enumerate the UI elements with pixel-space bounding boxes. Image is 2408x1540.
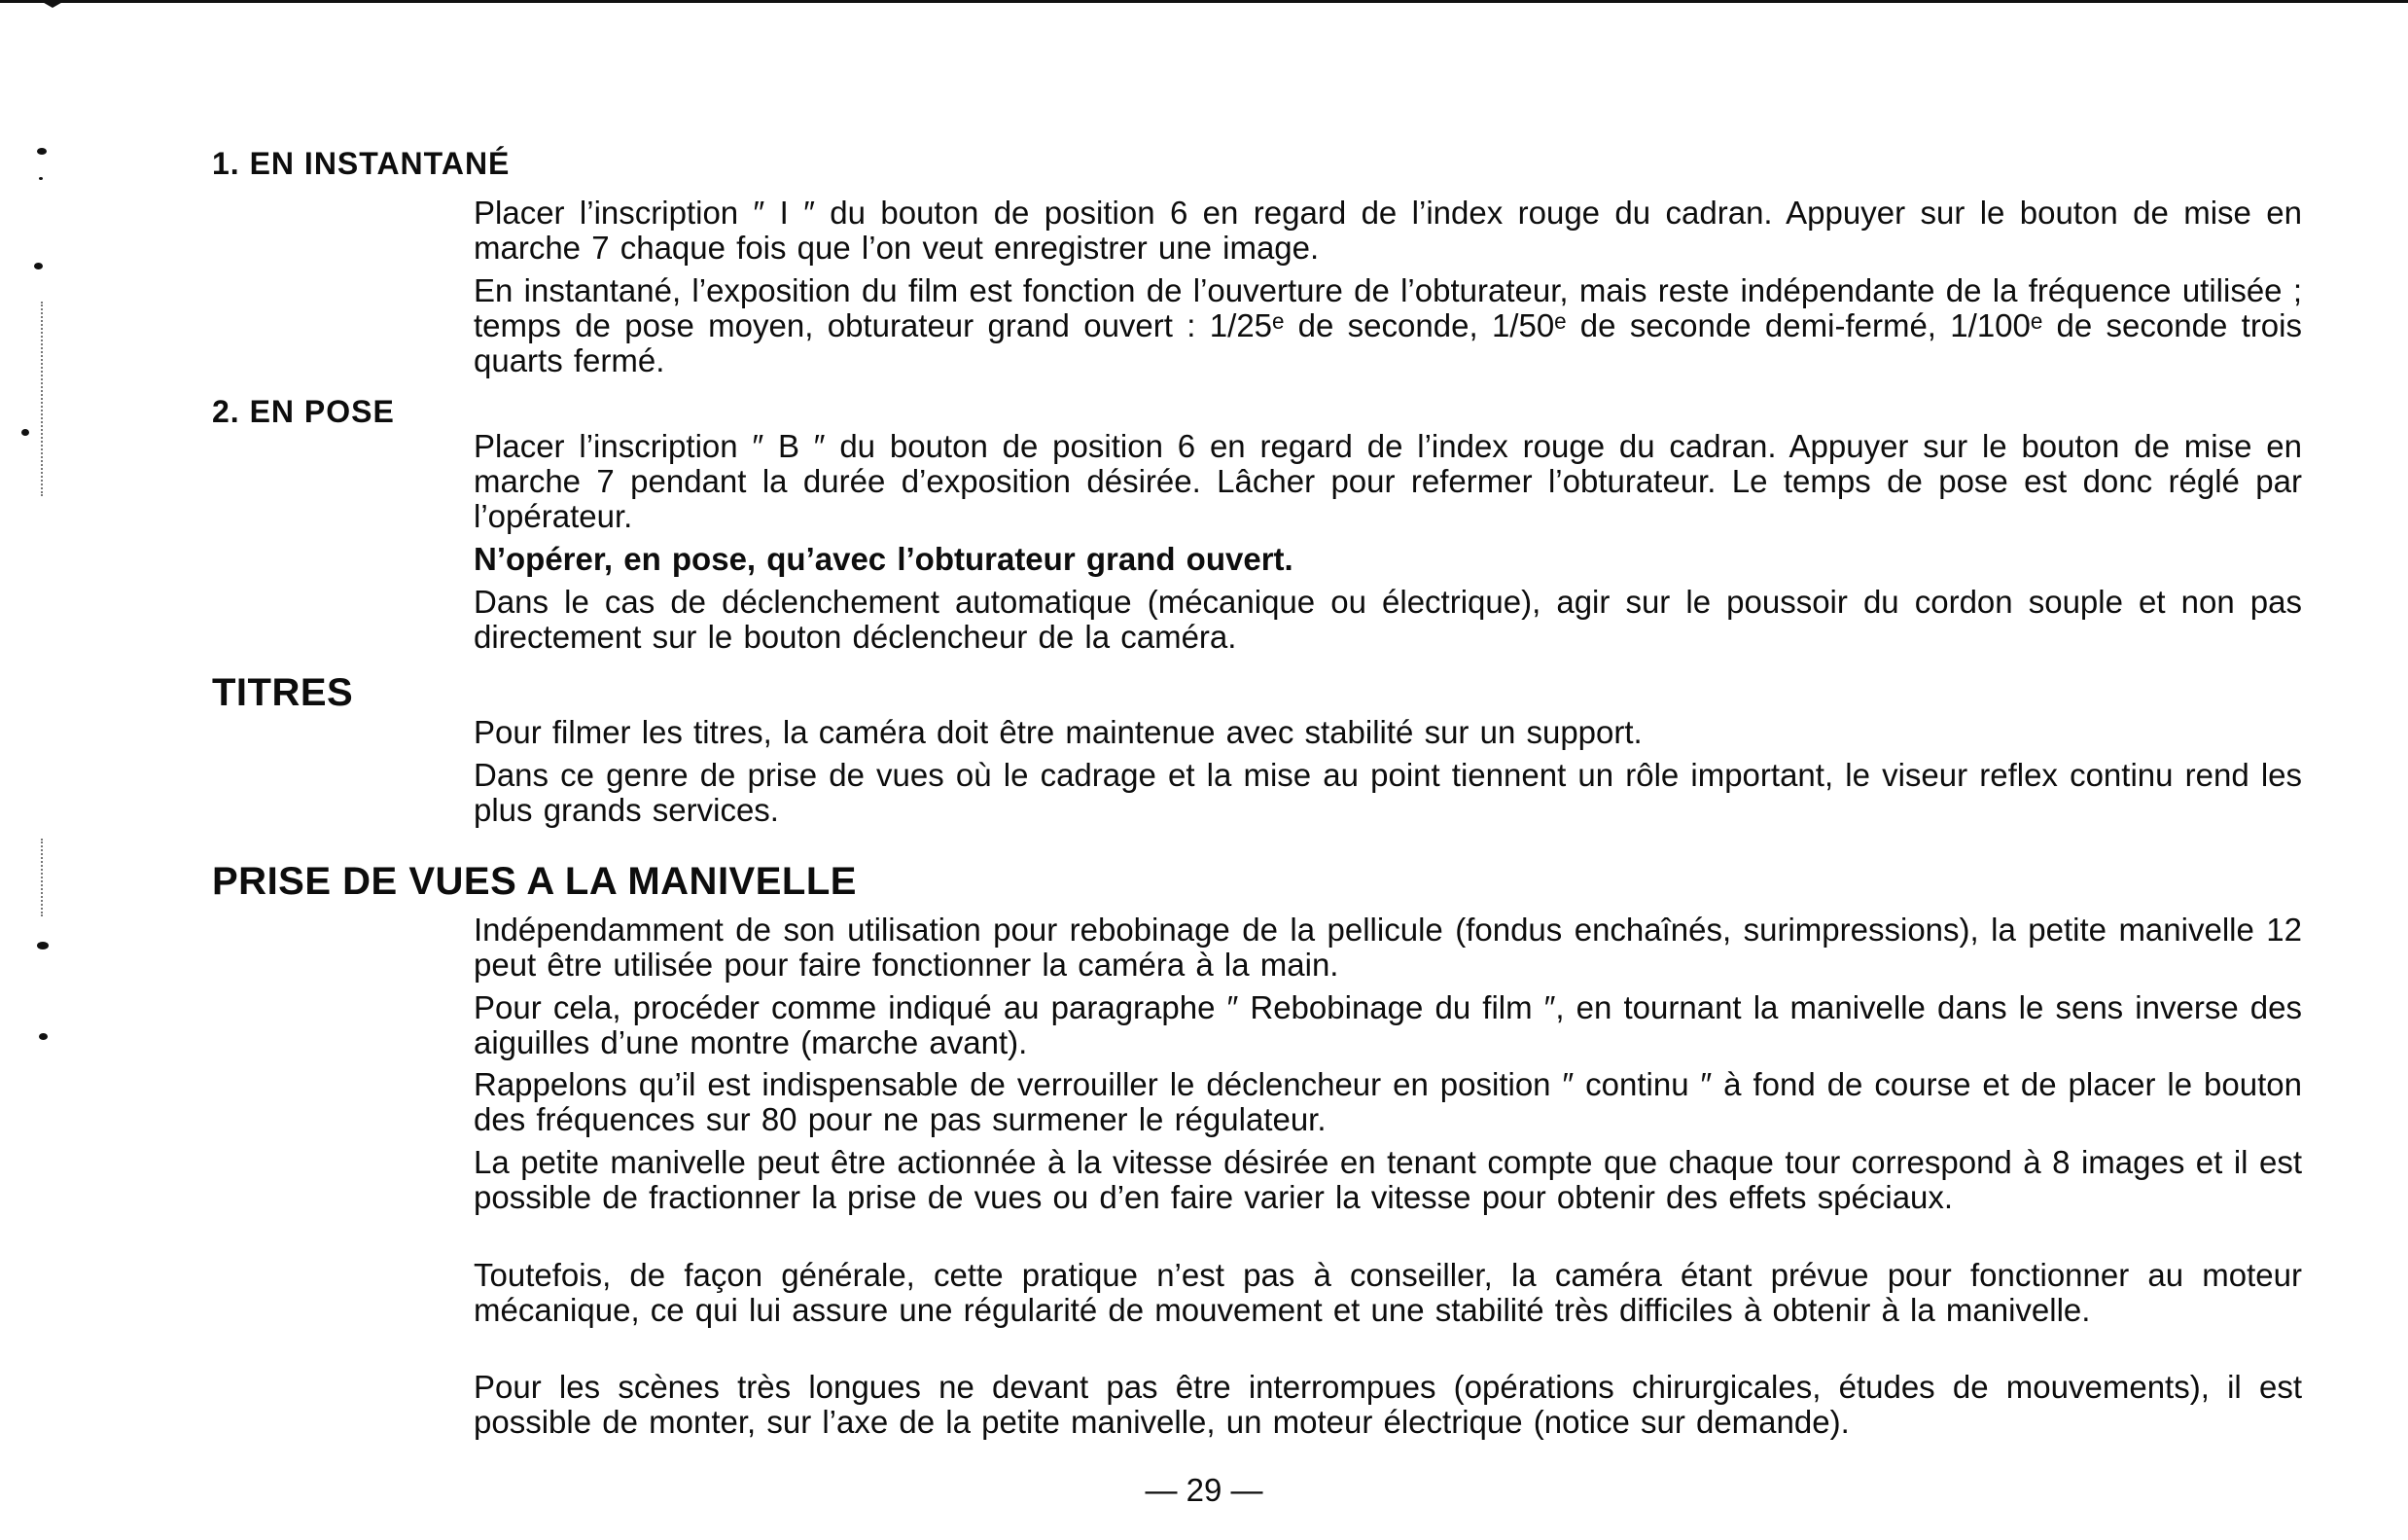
scan-top-edge-line: [0, 0, 2408, 3]
section-label-pose: 2. EN POSE: [212, 394, 395, 429]
paragraph: Dans ce genre de prise de vues où le cadrage et la mise au point tiennent un rôle important, le viseur reflex continu rend les plus grands services.: [474, 757, 2302, 828]
paragraph-bold-warning: N’opérer, en pose, qu’avec l’obturateur grand ouvert.: [474, 541, 1293, 577]
paragraph: Toutefois, de façon générale, cette pratique n’est pas à conseiller, la caméra étant prévue pour fonctionner au moteur mécanique, ce qui lui assure une régularité de mouvement et une stabilité très difficiles à obtenir à la manivelle.: [474, 1257, 2302, 1328]
paragraph: Dans le cas de déclenchement automatique (mécanique ou électrique), agir sur le poussoir du cordon souple et non pas directement sur le bouton déclencheur de la caméra.: [474, 584, 2302, 655]
paragraph: En instantané, l’exposition du film est fonction de l’ouverture de l’obturateur, mais reste indépendante de la fréquence utilisée ; temps de pose moyen, obturateur grand ouvert : 1/25ᵉ de seconde, 1/50ᵉ de seconde demi-fermé, 1/100ᵉ de seconde trois quarts fermé.: [474, 272, 2302, 378]
paragraph: Indépendamment de son utilisation pour rebobinage de la pellicule (fondus enchaînés, surimpressions), la petite manivelle 12 peut être utilisée pour faire fonctionner la caméra à la main.: [474, 912, 2302, 983]
paragraph: Placer l’inscription ″ I ″ du bouton de position 6 en regard de l’index rouge du cadran. Appuyer sur le bouton de mise en marche 7 chaque fois que l’on veut enregistrer une image.: [474, 195, 2302, 266]
page-number: — 29 —: [1145, 1472, 1263, 1508]
paragraph: La petite manivelle peut être actionnée à la vitesse désirée en tenant compte que chaque tour correspond à 8 images et il est possible de fractionner la prise de vues ou d’en faire varier la vitesse pour obtenir des effets spéciaux.: [474, 1144, 2302, 1215]
margin-punch-mark: [39, 1033, 48, 1040]
margin-scan-dots: [41, 302, 45, 496]
section-label-instantane: 1. EN INSTANTANÉ: [212, 146, 511, 181]
paragraph: Pour cela, procéder comme indiqué au paragraphe ″ Rebobinage du film ″, en tournant la manivelle dans le sens inverse des aiguilles d’une montre (marche avant).: [474, 989, 2302, 1060]
paragraph: Pour les scènes très longues ne devant pas être interrompues (opérations chirurgicales, études de mouvements), il est possible de monter, sur l’axe de la petite manivelle, un moteur électrique (notice sur demande).: [474, 1369, 2302, 1440]
margin-scan-dots: [41, 839, 45, 916]
margin-punch-mark: [21, 429, 29, 436]
scan-edge-notch: [39, 0, 66, 8]
section-heading-manivelle: PRISE DE VUES A LA MANIVELLE: [212, 860, 857, 903]
paragraph: Pour filmer les titres, la caméra doit être maintenue avec stabilité sur un support.: [474, 714, 1643, 750]
margin-punch-mark: [37, 148, 47, 155]
margin-punch-mark: [37, 942, 49, 949]
paragraph: Rappelons qu’il est indispensable de verrouiller le déclencheur en position ″ continu ″ à fond de course et de placer le bouton des fréquences sur 80 pour ne pas surmener le régulateur.: [474, 1066, 2302, 1137]
section-heading-titres: TITRES: [212, 671, 354, 714]
paragraph: Placer l’inscription ″ B ″ du bouton de position 6 en regard de l’index rouge du cadran. Appuyer sur le bouton de mise en marche 7 pendant la durée d’exposition désirée. Lâcher pour refermer l’obturateur. Le temps de pose est donc réglé par l’opérateur.: [474, 428, 2302, 534]
margin-punch-mark: [34, 263, 43, 269]
margin-punch-mark: [39, 177, 43, 180]
